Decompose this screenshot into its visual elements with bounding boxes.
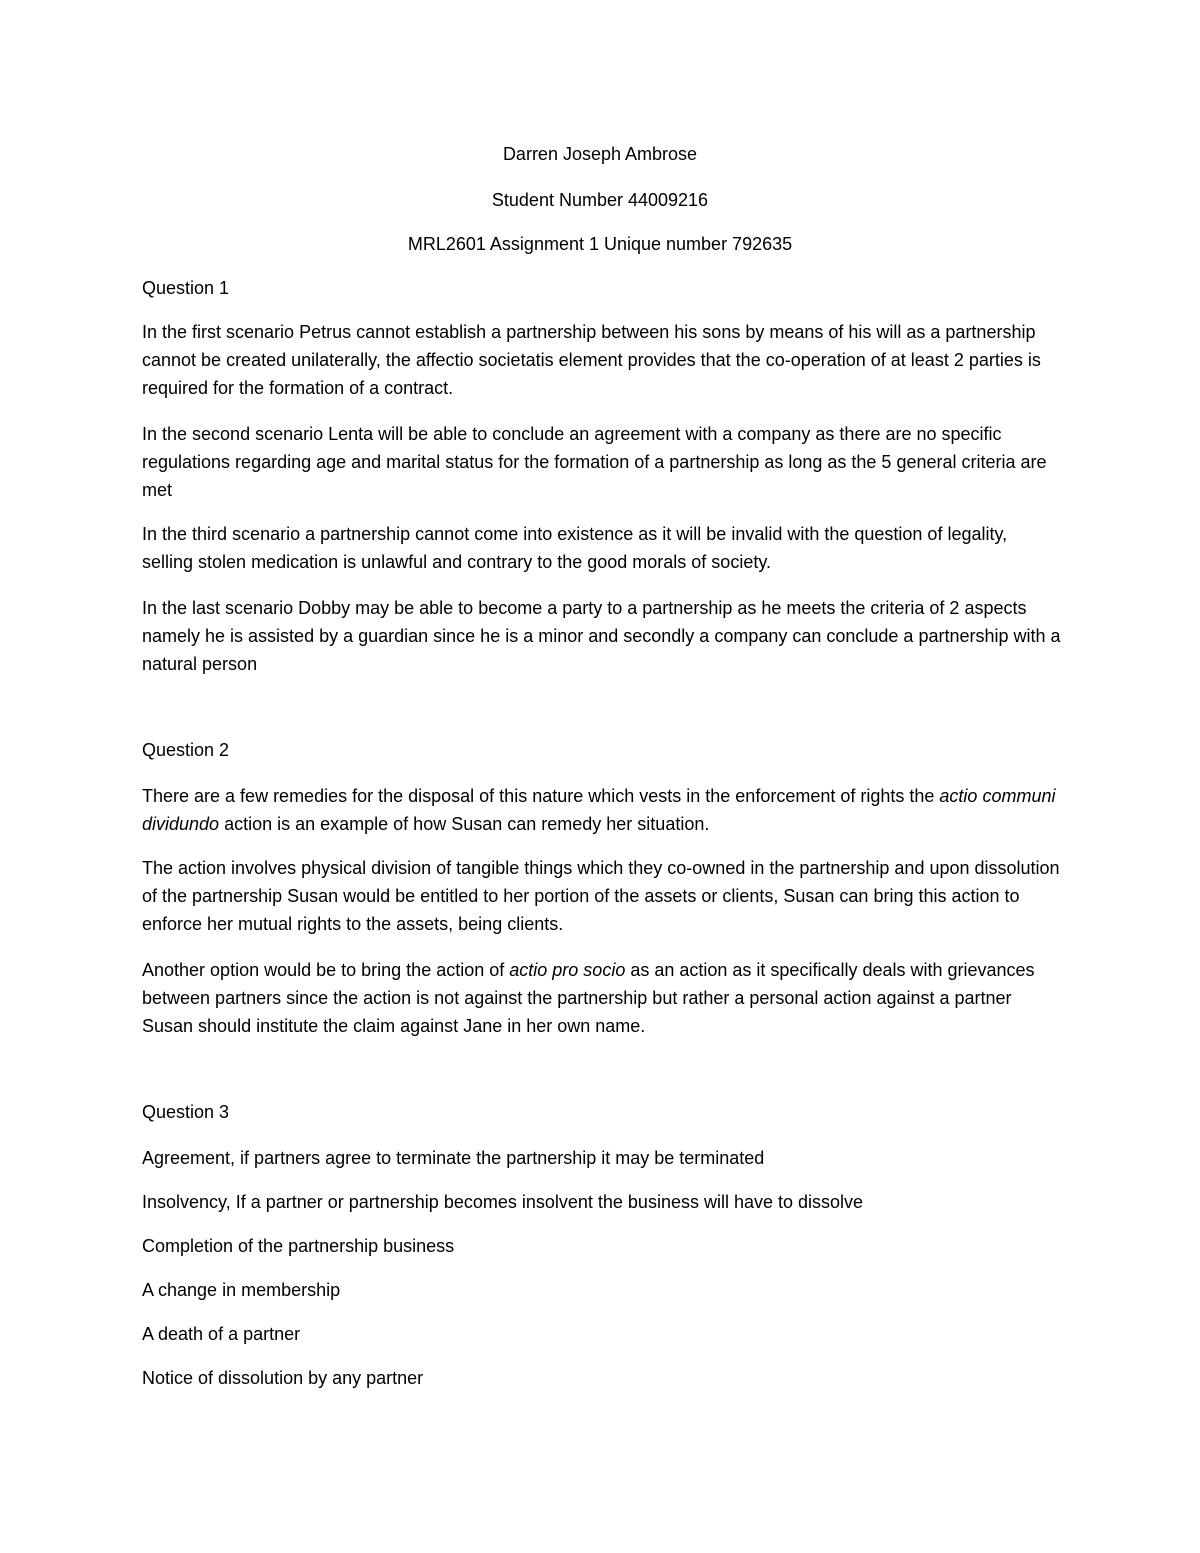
q2-p1-latin-term: actio communi dividundo	[142, 786, 1056, 834]
q3-item-insolvency: Insolvency, If a partner or partnership becomes insolvent the business will have to dissolve	[142, 1192, 864, 1212]
q2-paragraph-2: The action involves physical division of tangible things which they co-owned in the partnership and upon dissolution of the partnership Susan would be entitled to her portion of the assets or clients, Susan can bring this action to enforce her mutual rights to the assets, being clients.	[142, 858, 1060, 934]
q3-item-notice: Notice of dissolution by any partner	[142, 1368, 424, 1388]
q3-item-death: A death of a partner	[142, 1324, 301, 1344]
student-number: Student Number 44009216	[491, 190, 709, 210]
author-name: Darren Joseph Ambrose	[502, 144, 698, 164]
q3-item-completion: Completion of the partnership business	[142, 1236, 455, 1256]
q2-paragraph-1	[142, 782, 1062, 838]
q1-paragraph-3: In the third scenario a partnership cannot come into existence as it will be invalid with the question of legality, selling stolen medication is unlawful and contrary to the good morals of society.	[142, 524, 1008, 572]
q2-paragraph-3	[142, 956, 1062, 1040]
assignment-title: MRL2601 Assignment 1 Unique number 792635	[407, 234, 793, 254]
question-2-heading: Question 2	[142, 740, 230, 760]
question-1-heading: Question 1	[142, 278, 230, 298]
q3-item-agreement: Agreement, if partners agree to terminate the partnership it may be terminated	[142, 1148, 765, 1168]
q2-p1-text-b: action is an example of how Susan can remedy her situation.	[224, 814, 710, 834]
q1-paragraph-1: In the first scenario Petrus cannot establish a partnership between his sons by means of his will as a partnership cannot be created unilaterally, the affectio societatis element provides that the co-operation of at least 2 parties is required for the formation of a contract.	[142, 322, 1041, 398]
q3-item-membership: A change in membership	[142, 1280, 341, 1300]
q1-paragraph-4: In the last scenario Dobby may be able to become a party to a partnership as he meets the criteria of 2 aspects namely he is assisted by a guardian since he is a minor and secondly a company can conclude a partnership with a natural person	[142, 598, 1061, 674]
q2-p1-text-a: There are a few remedies for the disposal of this nature which vests in the enforcement of rights the	[142, 786, 935, 806]
question-3-heading: Question 3	[142, 1102, 230, 1122]
q2-p3-text-b: as an action as it specifically deals with grievances between partners since the action is not against the partnership but rather a personal action against a partner Susan should institute the claim against Jane in her own name.	[142, 960, 1035, 1036]
q1-paragraph-2: In the second scenario Lenta will be able to conclude an agreement with a company as there are no specific regulations regarding age and marital status for the formation of a partnership as long as the 5 general criteria are met	[142, 424, 1047, 500]
q2-p3-text-a: Another option would be to bring the action of	[142, 960, 505, 980]
q2-p3-latin-term: actio pro socio	[509, 960, 626, 980]
